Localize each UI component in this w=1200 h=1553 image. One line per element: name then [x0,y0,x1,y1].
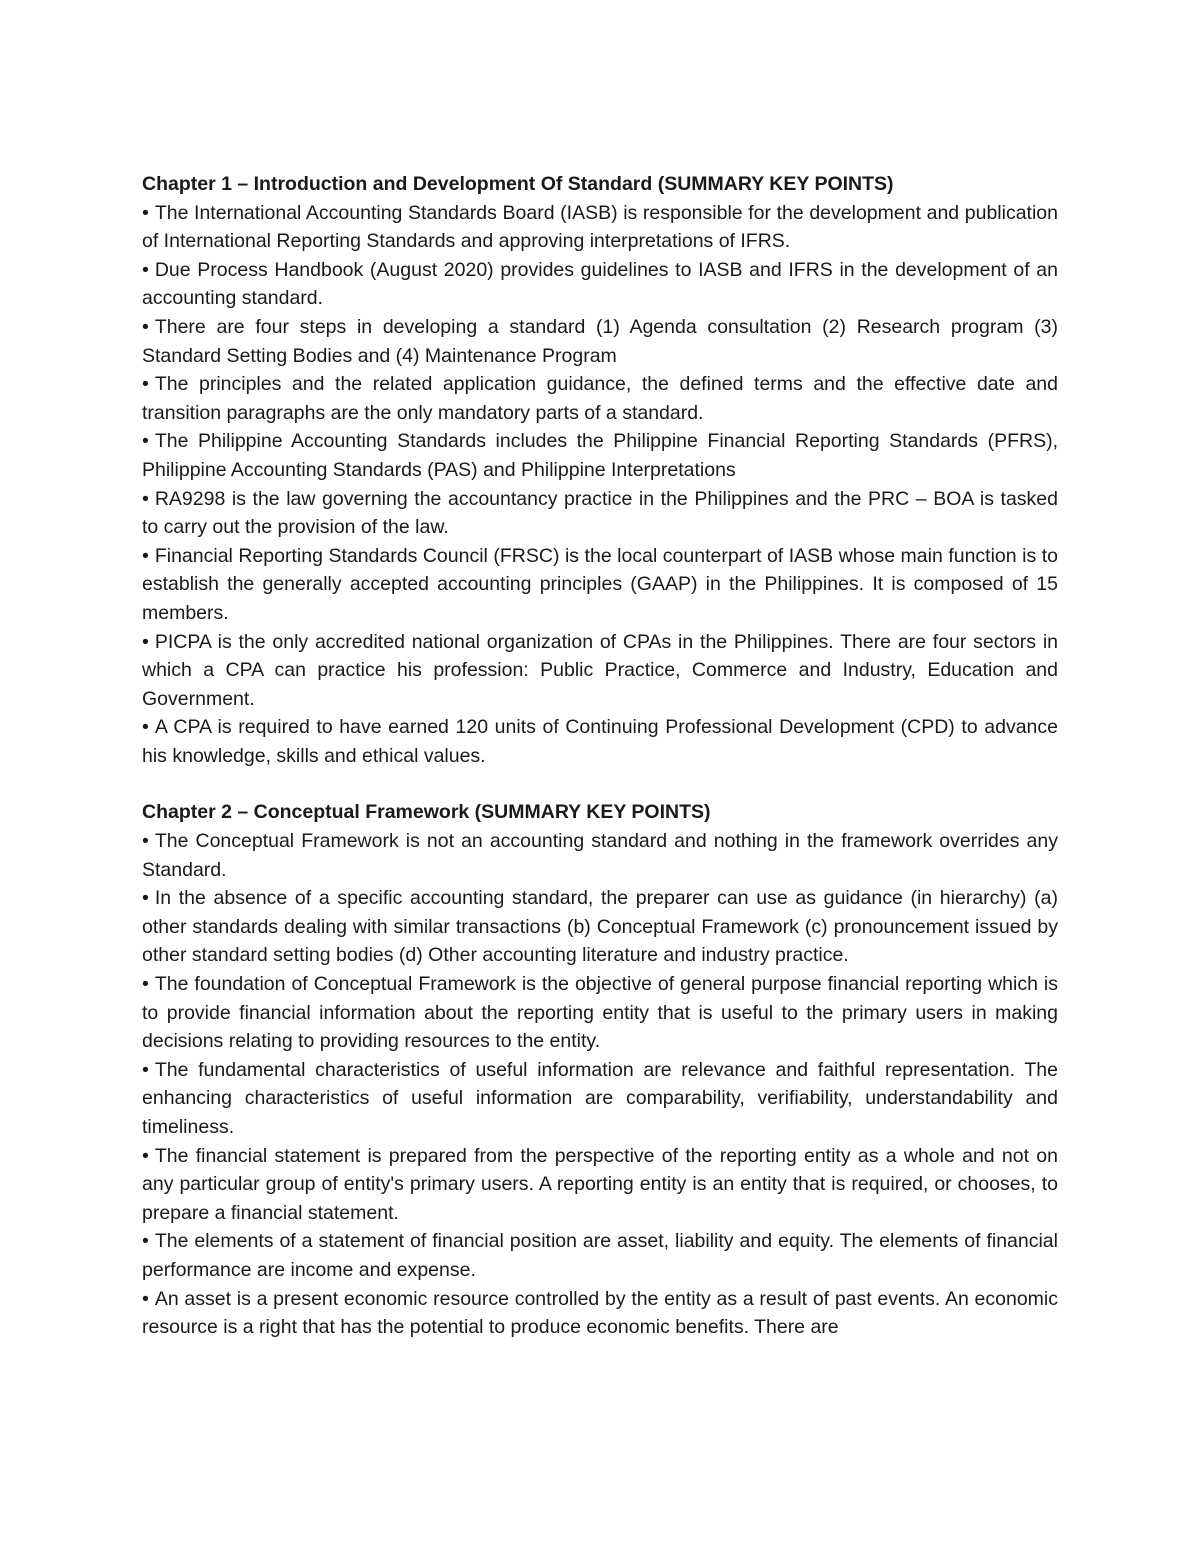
bullet-icon: • [142,1058,149,1081]
bullet-text: The fundamental characteristics of useful information are relevance and faithful representation. The enhancing characteristics of useful information are comparability, verifiability, understandability and timeliness. [142,1058,1058,1138]
bullet-text: There are four steps in developing a standard (1) Agenda consultation (2) Research program (3) Standard Setting Bodies and (4) Maintenance Program [142,315,1058,367]
bullet-text: PICPA is the only accredited national organization of CPAs in the Philippines. There are four sectors in which a CPA can practice his profession: Public Practice, Commerce and Industry, Education and Government. [142,630,1058,710]
chapter-1-section [142,170,1058,770]
chapter-2-heading: Chapter 2 – Conceptual Framework (SUMMARY KEY POINTS) [142,801,711,824]
bullet-icon: • [142,1230,149,1253]
bullet-point [142,1285,1058,1342]
bullet-text: The financial statement is prepared from the perspective of the reporting entity as a whole and not on any particular group of entity's primary users. A reporting entity is an entity that is required, or chooses, to prepare a financial statement. [142,1144,1058,1224]
bullet-point [142,370,1058,427]
bullet-icon: • [142,887,149,910]
bullet-text: The elements of a statement of financial position are asset, liability and equity. The elements of financial performance are income and expense. [142,1230,1058,1281]
chapter-1-heading: Chapter 1 – Introduction and Development Of Standard (SUMMARY KEY POINTS) [142,173,894,195]
bullet-point [142,427,1058,484]
bullet-icon: • [142,973,149,996]
bullet-point [142,1227,1058,1284]
bullet-point [142,713,1058,770]
bullet-text: The principles and the related application guidance, the defined terms and the effective date and transition paragraphs are the only mandatory parts of a standard. [142,373,1058,424]
bullet-point [142,199,1058,256]
bullet-text: The Philippine Accounting Standards includes the Philippine Financial Reporting Standards (PFRS), Philippine Accounting Standards (PAS) and Philippine Interpretations [142,430,1058,481]
bullet-icon: • [142,830,149,853]
bullet-point [142,542,1058,628]
bullet-text: The International Accounting Standards Board (IASB) is responsible for the development and publication of International Reporting Standards and approving interpretations of IFRS. [142,201,1058,253]
bullet-icon: • [142,544,149,567]
bullet-point [142,313,1058,370]
bullet-point [142,970,1058,1056]
bullet-text: The foundation of Conceptual Framework is the objective of general purpose financial reporting which is to provide financial information about the reporting entity that is useful to the primary users in making decisions relating to providing resources to the entity. [142,973,1058,1053]
bullet-icon: • [142,487,149,510]
bullet-text: Financial Reporting Standards Council (FRSC) is the local counterpart of IASB whose main function is to establish the generally accepted accounting principles (GAAP) in the Philippines. It is composed of 15 members. [142,544,1058,624]
bullet-point [142,256,1058,313]
bullet-icon: • [142,373,149,396]
bullet-icon: • [142,258,149,281]
bullet-text: In the absence of a specific accounting standard, the preparer can use as guidance (in hierarchy) (a) other standards dealing with similar transactions (b) Conceptual Framework (c) pronouncement issued by other standard setting bodies (d) Other accounting literature and industry practice. [142,887,1058,967]
bullet-text: The Conceptual Framework is not an accounting standard and nothing in the framework overrides any Standard. [142,830,1058,881]
bullet-point [142,1056,1058,1142]
bullet-point [142,1142,1058,1228]
bullet-point [142,827,1058,884]
bullet-text: Due Process Handbook (August 2020) provides guidelines to IASB and IFRS in the development of an accounting standard. [142,258,1058,310]
bullet-text: An asset is a present economic resource controlled by the entity as a result of past events. An economic resource is a right that has the potential to produce economic benefits. There are [142,1287,1058,1339]
bullet-icon: • [142,716,149,739]
bullet-icon: • [142,1287,149,1310]
bullet-icon: • [142,315,149,338]
bullet-icon: • [142,201,149,224]
bullet-point [142,884,1058,970]
bullet-text: A CPA is required to have earned 120 units of Continuing Professional Development (CPD) to advance his knowledge, skills and ethical values. [142,716,1058,767]
bullet-point [142,485,1058,542]
bullet-icon: • [142,630,149,653]
bullet-icon: • [142,1144,149,1167]
bullet-point [142,628,1058,714]
bullet-text: RA9298 is the law governing the accountancy practice in the Philippines and the PRC – BOA is tasked to carry out the provision of the law. [142,487,1058,539]
chapter-2-section [142,798,1058,1341]
document-page [142,170,1058,1342]
bullet-icon: • [142,430,149,453]
